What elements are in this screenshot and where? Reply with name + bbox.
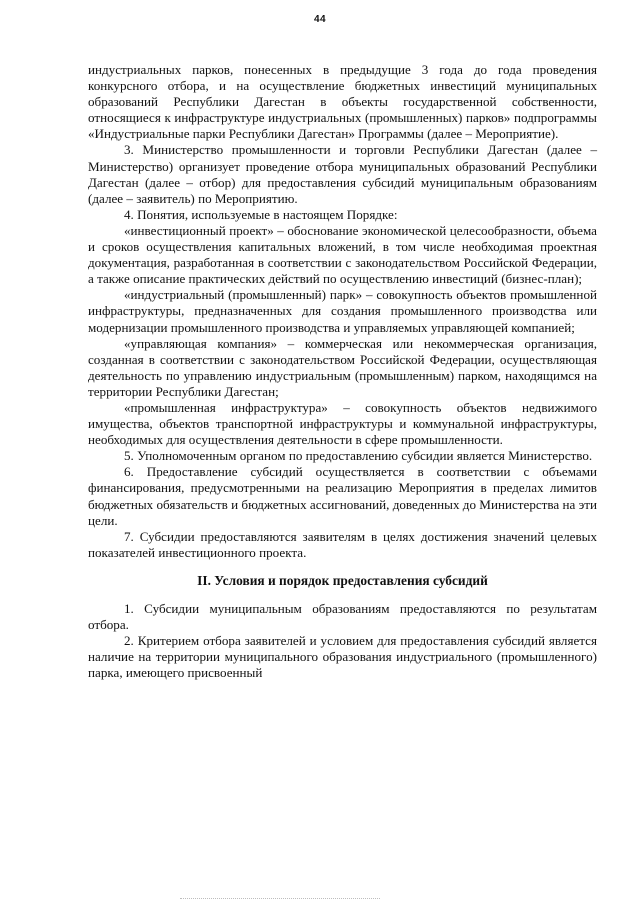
paragraph-item-3: 3. Министерство промышленности и торговли Республики Дагестан (далее – Министерство) организует проведение отбора муниципальных образований Республики Дагестан (далее – отбор) для предоставления субсидий муниципальным образованиям (далее – заявитель) по Мероприятию. [88,142,597,206]
definition-industrial-park: «индустриальный (промышленный) парк» – совокупность объектов промышленной инфраструктуры, предназначенных для создания промышленного производства или модернизации промышленного производства и управляемых управляющей компанией; [88,287,597,335]
page-number: 44 [313,14,327,25]
definition-investment-project: «инвестиционный проект» – обоснование экономической целесообразности, объема и сроков осуществления капитальных вложений, в том числе необходимая проектная документация, разработанная в соответствии с законодательством Российской Федерации, а также описание практических действий по осуществлению инвестиций (бизнес-план); [88,222,597,287]
paragraph-item-5: 5. Уполномоченным органом по предоставлению субсидии является Министерство. [124,448,593,464]
definition-management-company: «управляющая компания» – коммерческая или некоммерческая организация, созданная в соответствии с законодательством Российской Федерации, осуществляющая деятельность по управлению индустриальным (промышленным) парком, находящимся на территории Республики Дагестан; [88,335,597,399]
section-title: II. Условия и порядок предоставления субсидий [197,572,488,588]
paragraph-intro-continuation: индустриальных парков, понесенных в предыдущие 3 года до года проведения конкурсного отбора, и на осуществление бюджетных инвестиций муниципальных образований Республики Дагестан в объекты государственной собственности, относящиеся к инфраструктуре индустриальных (промышленных) парков» подпрограммы «Индустриальные парки Республики Дагестан» Программы (далее – Мероприятие). [88,62,597,142]
definition-industrial-infrastructure: «промышленная инфраструктура» – совокупность объектов недвижимого имущества, объектов транспортной инфраструктуры и коммунальной инфраструктуры, необходимых для осуществления деятельности в сфере промышленности. [88,399,597,448]
document-body [88,62,597,681]
paragraph-item-6: 6. Предоставление субсидий осуществляется в соответствии с объемами финансирования, предусмотренными на реализацию Мероприятия в пределах лимитов бюджетных обязательств и бюджетных ассигнований, доведенных до Министерства на эти цели. [88,464,597,528]
paragraph-item-7: 7. Субсидии предоставляются заявителям в целях достижения значений целевых показателей инвестиционного проекта. [88,528,597,560]
scan-artifact-divider [180,898,380,899]
paragraph-item-4: 4. Понятия, используемые в настоящем Порядке: [124,206,398,222]
section-paragraph-2: 2. Критерием отбора заявителей и условием для предоставления субсидий является наличие на территории муниципального образования индустриального (промышленного) парка, имеющего присвоенный [88,633,597,681]
section-paragraph-1: 1. Субсидии муниципальным образованиям предоставляются по результатам отбора. [88,601,597,633]
